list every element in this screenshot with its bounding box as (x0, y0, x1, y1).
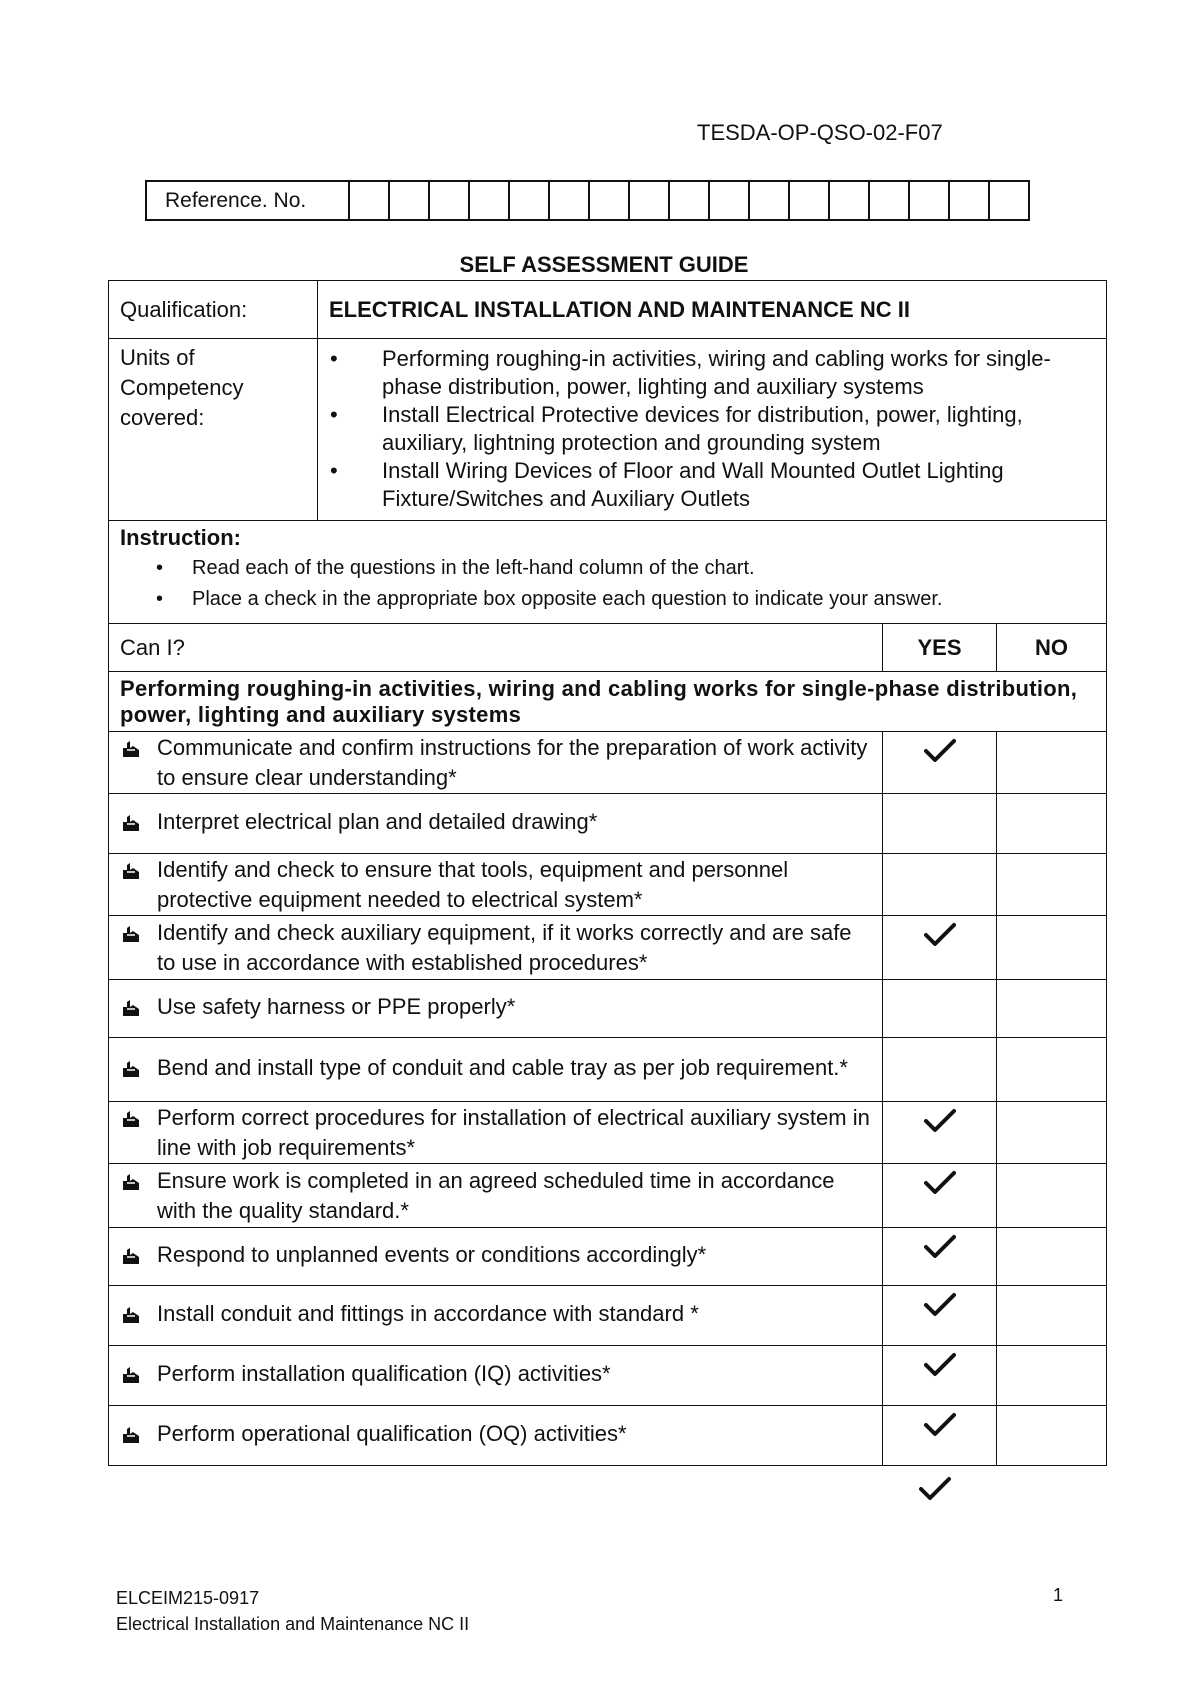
reference-label: Reference. No. (146, 181, 349, 220)
writing-hand-icon (121, 855, 157, 889)
no-checkbox[interactable] (997, 732, 1107, 794)
instruction-item (120, 584, 1096, 615)
question-row (109, 1346, 1107, 1406)
checkmark-icon (923, 922, 957, 954)
checkmark-icon (923, 1108, 957, 1140)
no-checkbox[interactable] (997, 794, 1107, 854)
question-cell (109, 1164, 883, 1228)
yes-checkbox[interactable] (883, 916, 997, 980)
yes-checkbox[interactable] (883, 1286, 997, 1346)
question-row (109, 1406, 1107, 1466)
question-cell (109, 1346, 883, 1406)
question-cell (109, 1406, 883, 1466)
header-can-i: Can I? (109, 624, 883, 672)
qualification-label: Qualification: (109, 281, 318, 339)
reference-digit-box[interactable] (509, 181, 549, 220)
unit-item (330, 457, 1098, 513)
units-list (318, 339, 1107, 521)
yes-checkbox[interactable] (883, 1164, 997, 1228)
reference-digit-box[interactable] (349, 181, 389, 220)
instruction-row (109, 521, 1107, 624)
unit-item (330, 401, 1098, 457)
question-text: Identify and check to ensure that tools, equipment and personnel protective equipment needed to electrical system* (157, 856, 789, 912)
table-header-row (109, 624, 1107, 672)
question-row (109, 1228, 1107, 1286)
bullet: • (330, 457, 338, 483)
footer-doc-code: ELCEIM215-0917 (116, 1588, 260, 1608)
reference-digit-box[interactable] (629, 181, 669, 220)
question-row (109, 854, 1107, 916)
writing-hand-icon (121, 1419, 157, 1453)
reference-digit-box[interactable] (709, 181, 749, 220)
writing-hand-icon (121, 992, 157, 1026)
yes-checkbox[interactable] (883, 980, 997, 1038)
page-title: SELF ASSESSMENT GUIDE (459, 252, 749, 277)
question-text: Respond to unplanned events or conditions accordingly* (157, 1241, 707, 1267)
question-cell (109, 854, 883, 916)
question-text: Interpret electrical plan and detailed drawing* (157, 808, 598, 834)
question-cell (109, 1228, 883, 1286)
no-checkbox[interactable] (997, 1102, 1107, 1164)
no-checkbox[interactable] (997, 1286, 1107, 1346)
question-text: Ensure work is completed in an agreed scheduled time in accordance with the quality standard.* (157, 1167, 835, 1223)
unit-text: Install Wiring Devices of Floor and Wall Mounted Outlet Lighting Fixture/Switches and Auxiliary Outlets (382, 457, 1004, 511)
qualification-row (109, 281, 1107, 339)
no-checkbox[interactable] (997, 916, 1107, 980)
writing-hand-icon (121, 1166, 157, 1200)
yes-checkbox[interactable] (883, 854, 997, 916)
page-number: 1 (1053, 1585, 1064, 1605)
yes-checkbox[interactable] (883, 1346, 997, 1406)
yes-checkbox[interactable] (883, 1102, 997, 1164)
units-label-line: Units of (120, 345, 195, 370)
question-row (109, 1286, 1107, 1346)
reference-digit-box[interactable] (669, 181, 709, 220)
question-cell (109, 1286, 883, 1346)
question-cell (109, 980, 883, 1038)
no-checkbox[interactable] (997, 1406, 1107, 1466)
yes-checkbox[interactable] (883, 794, 997, 854)
question-text: Communicate and confirm instructions for the preparation of work activity to ensure clear understanding* (157, 734, 868, 790)
question-cell (109, 916, 883, 980)
question-text: Use safety harness or PPE properly* (157, 993, 516, 1019)
header-yes: YES (883, 624, 997, 672)
question-text: Bend and install type of conduit and cable tray as per job requirement.* (157, 1054, 848, 1080)
assessment-table (108, 280, 1107, 1466)
reference-digit-box[interactable] (989, 181, 1029, 220)
yes-checkbox[interactable] (883, 1406, 997, 1466)
yes-checkbox[interactable] (883, 1228, 997, 1286)
checkmark-icon (923, 1352, 957, 1384)
no-checkbox[interactable] (997, 1228, 1107, 1286)
question-text: Identify and check auxiliary equipment, if it works correctly and are safe to use in accordance with established procedures* (157, 919, 852, 975)
question-row (109, 794, 1107, 854)
yes-checkbox[interactable] (883, 732, 997, 794)
section-row (109, 672, 1107, 732)
reference-digit-box[interactable] (869, 181, 909, 220)
unit-text: Install Electrical Protective devices for distribution, power, lighting, auxiliary, lightning protection and grounding system (382, 401, 1023, 455)
question-text: Perform correct procedures for installation of electrical auxiliary system in line with job requirements* (157, 1104, 870, 1160)
checkmark-icon (923, 1170, 957, 1202)
question-row (109, 916, 1107, 980)
writing-hand-icon (121, 1359, 157, 1393)
instruction-block (109, 521, 1107, 624)
instruction-text: Place a check in the appropriate box opposite each question to indicate your answer. (192, 588, 943, 610)
yes-checkbox[interactable] (883, 1038, 997, 1102)
question-row (109, 732, 1107, 794)
question-row (109, 980, 1107, 1038)
bullet: • (330, 345, 338, 371)
question-text: Perform operational qualification (OQ) activities* (157, 1420, 627, 1446)
reference-digit-box[interactable] (389, 181, 429, 220)
reference-digit-box[interactable] (589, 181, 629, 220)
question-row (109, 1038, 1107, 1102)
reference-digit-box[interactable] (909, 181, 949, 220)
qualification-value: ELECTRICAL INSTALLATION AND MAINTENANCE NC II (318, 281, 1107, 339)
units-row (109, 339, 1107, 521)
writing-hand-icon (121, 1053, 157, 1087)
reference-digit-box[interactable] (829, 181, 869, 220)
writing-hand-icon (121, 733, 157, 767)
bullet: • (156, 588, 164, 610)
reference-digit-box[interactable] (949, 181, 989, 220)
unit-item (330, 345, 1098, 401)
reference-digit-box[interactable] (549, 181, 589, 220)
form-code: TESDA-OP-QSO-02-F07 (697, 120, 943, 145)
header-no: NO (997, 624, 1107, 672)
writing-hand-icon (121, 807, 157, 841)
bullet: • (156, 557, 164, 579)
question-text: Install conduit and fittings in accordance with standard * (157, 1300, 699, 1326)
question-row (109, 1164, 1107, 1228)
reference-digit-box[interactable] (749, 181, 789, 220)
no-checkbox[interactable] (997, 854, 1107, 916)
units-label-line: covered: (120, 405, 205, 430)
question-row (109, 1102, 1107, 1164)
question-cell (109, 732, 883, 794)
instruction-heading: Instruction: (120, 525, 241, 550)
instruction-item (120, 553, 1096, 584)
writing-hand-icon (121, 1240, 157, 1274)
reference-digit-box[interactable] (789, 181, 829, 220)
checkmark-icon (923, 1412, 957, 1444)
writing-hand-icon (121, 1103, 157, 1137)
writing-hand-icon (121, 918, 157, 952)
question-cell (109, 1038, 883, 1102)
footer-doc-title: Electrical Installation and Maintenance NC II (116, 1614, 470, 1634)
checkmark-icon (923, 738, 957, 770)
checkmark-icon (923, 1292, 957, 1324)
checkmark-icon (923, 1234, 957, 1266)
reference-number-table (145, 180, 1030, 221)
checkmark-icon (918, 1476, 952, 1507)
no-checkbox[interactable] (997, 1038, 1107, 1102)
question-cell (109, 794, 883, 854)
bullet: • (330, 401, 338, 427)
no-checkbox[interactable] (997, 1164, 1107, 1228)
question-cell (109, 1102, 883, 1164)
no-checkbox[interactable] (997, 980, 1107, 1038)
reference-digit-box[interactable] (469, 181, 509, 220)
writing-hand-icon (121, 1299, 157, 1333)
question-text: Perform installation qualification (IQ) activities* (157, 1360, 611, 1386)
footer (116, 1585, 469, 1637)
unit-text: Performing roughing-in activities, wiring and cabling works for single-phase distribution, power, lighting and auxiliary systems (382, 345, 1051, 399)
no-checkbox[interactable] (997, 1346, 1107, 1406)
reference-digit-box[interactable] (429, 181, 469, 220)
section-title: Performing roughing-in activities, wiring and cabling works for single-phase distribution, power, lighting and auxiliary systems (109, 672, 1107, 732)
instruction-text: Read each of the questions in the left-hand column of the chart. (192, 557, 755, 579)
units-label (109, 339, 318, 521)
units-label-line: Competency (120, 375, 244, 400)
